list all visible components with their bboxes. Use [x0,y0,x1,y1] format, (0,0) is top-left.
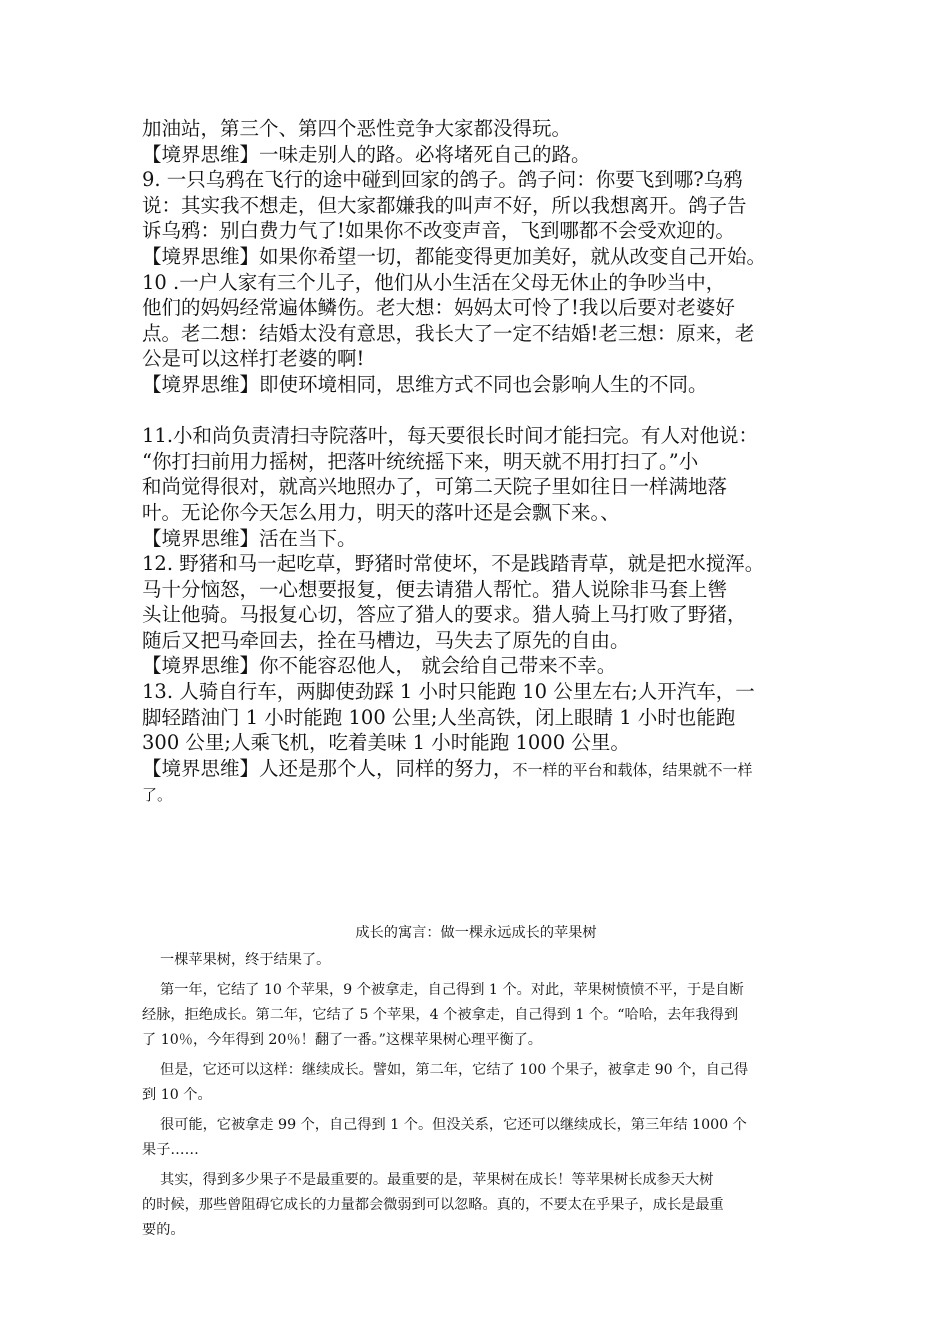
paragraph-line: 果子…… [142,1142,199,1158]
stories-section [142,116,822,809]
insight-line: 【境界思维】活在当下。 [142,526,357,550]
text-line: 点。老二想：结婚太没有意思，我长大了一定不结婚!老三想：原来，老 [142,321,755,345]
text-line: 和尚觉得很对，就高兴地照办了，可第二天院子里如往日一样满地落 [142,475,728,499]
blank-line [142,398,822,424]
insight-line: 【境界思维】一味走别人的路。必将堵死自己的路。 [142,142,591,166]
text-line: 了。 [142,786,173,805]
insight-main-text: 【境界思维】人还是那个人，同样的努力， [142,756,513,780]
paragraph-line: 要的。 [142,1222,185,1238]
fable-paragraph [142,1168,810,1243]
text-line: 脚轻踏油门 1 小时能跑 100 公里;人坐高铁，闭上眼睛 1 小时也能跑 [142,705,736,729]
text-line: 他们的妈妈经常遍体鳞伤。老大想：妈妈太可怜了!我以后要对老婆好 [142,296,735,320]
text-line: 10 .一户人家有三个儿子，他们从小生活在父母无休止的争吵当中， [142,270,726,294]
text-line: 说：其实我不想走，但大家都嫌我的叫声不好，所以我想离开。鸽子告 [142,193,747,217]
text-line: 加油站，第三个、第四个恶性竞争大家都没得玩。 [142,117,572,140]
paragraph-line: 其实，得到多少果子不是最重要的。最重要的是，苹果树在成长！等苹果树长成参天大树 [142,1172,714,1188]
paragraph-line: 一棵苹果树，终于结果了。 [142,952,331,968]
paragraph-line: 到 10 个。 [142,1087,212,1103]
paragraph-line: 的时候，那些曾阻碍它成长的力量都会微弱到可以忽略。真的，不要太在乎果子，成长是最重 [142,1197,724,1213]
fable-paragraph [142,1113,810,1163]
text-line: 13. 人骑自行车，两脚使劲踩 1 小时只能跑 10 公里左右;人开汽车，一 [142,680,755,704]
text-line: 300 公里;人乘飞机，吃着美味 1 小时能跑 1000 公里。 [142,731,630,755]
text-line: 11.小和尚负责清扫寺院落叶，每天要很长时间才能扫完。有人对他说： [142,424,759,448]
paragraph-line: 经脉，拒绝成长。第二年，它结了 5 个苹果，4 个被拿走，自己得到 1 个。“哈哈，去年我得到 [142,1007,739,1023]
fable-title: 成长的寓言：做一棵永远成长的苹果树 [355,925,597,941]
text-line: 马十分恼怒，一心想要报复，便去请猎人帮忙。猎人说除非马套上辔 [142,577,728,601]
text-line: 头让他骑。马报复心切，答应了猎人的要求。猎人骑上马打败了野猪， [142,603,747,627]
fable-section [142,922,810,1243]
text-line: 诉乌鸦：别白费力气了!如果你不改变声音，飞到哪都不会受欢迎的。 [142,219,735,243]
insight-line: 【境界思维】即使环境相同，思维方式不同也会影响人生的不同。 [142,372,708,396]
insight-line: 【境界思维】你不能容忍他人， 就会给自己带来不幸。 [142,654,617,678]
insight-line: 【境界思维】如果你希望一切，都能变得更加美好，就从改变自己开始。 [142,244,767,268]
fable-paragraph [142,1058,810,1108]
text-line: 9. 一只乌鸦在飞行的途中碰到回家的鸽子。鸽子问：你要飞到哪?乌鸦 [142,168,743,192]
fable-paragraph [142,978,810,1053]
insight-line [142,756,822,784]
fable-paragraph [142,948,810,973]
text-line: 12. 野猪和马一起吃草，野猪时常使坏，不是践踏青草，就是把水搅浑。 [142,552,765,576]
paragraph-line: 了 10％，今年得到 20％！翻了一番。”这棵苹果树心理平衡了。 [142,1032,542,1048]
paragraph-line: 但是，它还可以这样：继续成长。譬如，第二年，它结了 100 个果子，被拿走 90 个，自己得 [142,1062,749,1078]
text-line: 公是可以这样打老婆的啊! [142,347,365,371]
text-line: 叶。无论你今天怎么用力，明天的落叶还是会飘下来。、 [142,500,620,524]
paragraph-line: 很可能，它被拿走 99 个，自己得到 1 个。但没关系，它还可以继续成长，第三年结 1000 个 [142,1117,747,1133]
text-line: 随后又把马牵回去，拴在马槽边，马失去了原先的自由。 [142,628,630,652]
text-line: “你打扫前用力摇树，把落叶统统摇下来，明天就不用打扫了。”小 [142,449,699,473]
insight-small-text: 不一样的平台和载体，结果就不一样 [512,760,753,779]
paragraph-line: 第一年，它结了 10 个苹果，9 个被拿走，自己得到 1 个。对此，苹果树愤愤不平，于是自断 [142,982,744,998]
